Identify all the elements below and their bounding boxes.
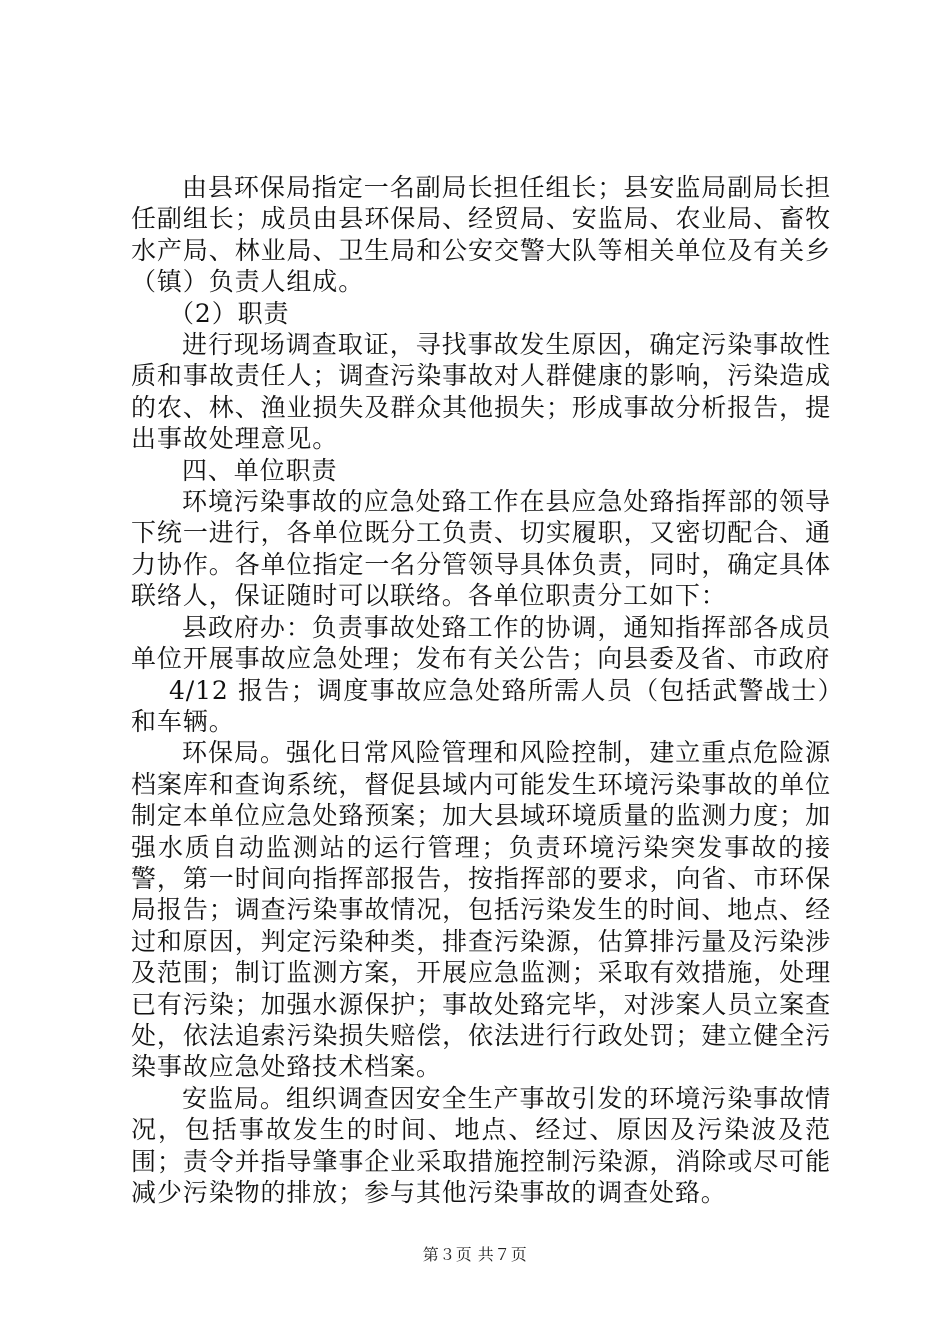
page-number-footer: 第３页 共７页 [422,1245,528,1264]
subheading-duties: （2）职责 [169,298,290,328]
paragraph-team-composition: 由县环保局指定一名副局长担任组长；县安监局副局长担任副组长；成员由县环保局、经贸局、安监局、农业局、畜牧水产局、林业局、卫生局和公安交警大队等相关单位及有关乡（镇）负责人组成。 [131,173,831,297]
paragraph-safety-supervision-bureau: 安监局。组织调查因安全生产事故引发的环境污染事故情况，包括事故发生的时间、地点、经过、原因及污染波及范围；责令并指导肇事企业采取措施控制污染源，消除或尽可能减少污染物的排放；参与其他污染事故的调查处臵。 [131,1083,831,1207]
paragraph-unit-duties-intro: 环境污染事故的应急处臵工作在县应急处臵指挥部的领导下统一进行，各单位既分工负责、切实履职，又密切配合、通力协作。各单位指定一名分管领导具体负责，同时，确定具体联络人，保证随时可以联络。各单位职责分工如下： [131,487,831,611]
paragraph-county-government-office-continued: 4/12 报告；调度事故应急处臵所需人员（包括武警战士）和车辆。 [131,675,831,736]
document-body [131,172,831,1208]
heading-unit-duties: 四、单位职责 [182,455,338,485]
paragraph-county-government-office: 县政府办：负责事故处臵工作的协调，通知指挥部各成员单位开展事故应急处理；发布有关公告；向县委及省、市政府 [131,612,831,674]
paragraph-environmental-bureau: 环保局。强化日常风险管理和风险控制，建立重点危险源档案库和查询系统，督促县域内可能发生环境污染事故的单位制定本单位应急处臵预案；加大县域环境质量的监测力度；加强水质自动监测站的运行管理；负责环境污染突发事故的接警，第一时间向指挥部报告，按指挥部的要求，向省、市环保局报告；调查污染事故情况，包括污染发生的时间、地点、经过和原因，判定污染种类，排查污染源，估算排污量及污染涉及范围；制订监测方案，开展应急监测；采取有效措施，处理已有污染；加强水源保护；事故处臵完毕，对涉案人员立案查处，依法追索污染损失赔偿，依法进行行政处罚；建立健全污染事故应急处臵技术档案。 [131,738,831,1082]
paragraph-investigation-duties: 进行现场调查取证，寻找事故发生原因，确定污染事故性质和事故责任人；调查污染事故对人群健康的影响，污染造成的农、林、渔业损失及群众其他损失；形成事故分析报告，提出事故处理意见。 [131,330,831,454]
